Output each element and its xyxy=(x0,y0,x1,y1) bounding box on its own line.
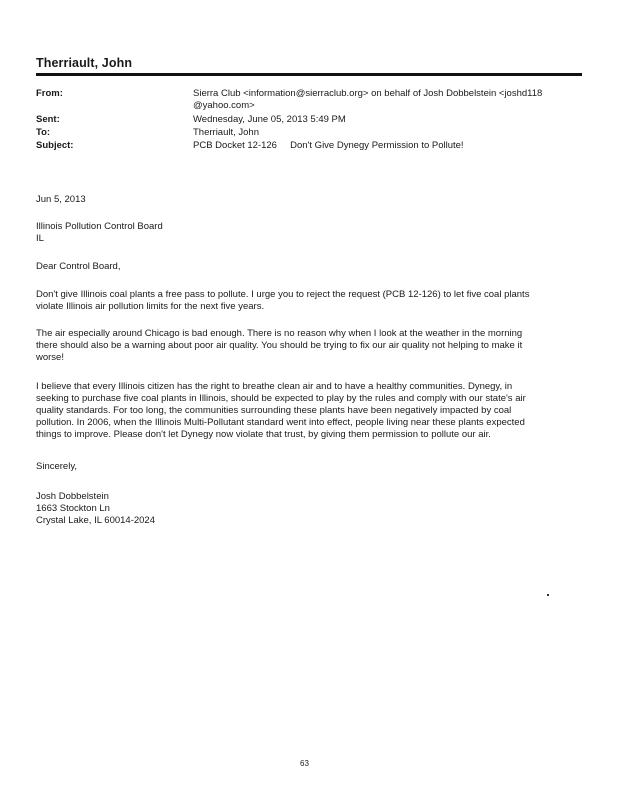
recipient-address xyxy=(36,221,574,245)
date-text: Jun 5, 2013 xyxy=(36,194,86,205)
subject-label: Subject: xyxy=(36,140,74,151)
paragraph-line: violate Illinois air pollution limits for the next five years. xyxy=(36,301,265,312)
to-label: To: xyxy=(36,127,51,138)
paragraph-line: quality standards. For too long, the communities surrounding these plants have been negatively impacted by coal xyxy=(36,405,512,416)
paragraph-1 xyxy=(36,289,574,313)
from-value-line-2: @yahoo.com> xyxy=(193,100,255,111)
paragraph-3 xyxy=(36,381,574,441)
paragraph-line: The air especially around Chicago is bad enough. There is no reason why when I look at the weather in the morning xyxy=(36,328,523,339)
scan-speck xyxy=(547,594,549,596)
sender-name: Therriault, John xyxy=(36,56,133,70)
from-value-line-1: Sierra Club <information@sierraclub.org> on behalf of Josh Dobbelstein <joshd118 xyxy=(193,88,543,99)
subject-value: PCB Docket 12-126 Don't Give Dynegy Permission to Pollute! xyxy=(193,140,464,151)
paragraph-line: seeking to purchase five coal plants in Illinois, should be expected to play by the rules and comply with our state's air xyxy=(36,393,526,404)
signature-city: Crystal Lake, IL 60014-2024 xyxy=(36,515,156,526)
closing-text: Sincerely, xyxy=(36,461,78,472)
date-line xyxy=(36,194,574,206)
sent-label: Sent: xyxy=(36,114,60,125)
paragraph-line: worse! xyxy=(36,352,64,363)
recipient-line: Illinois Pollution Control Board xyxy=(36,221,163,232)
paragraph-line: pollution. In 2006, when the Illinois Multi-Pollutant standard went into effect, people living near these plants expected xyxy=(36,417,525,428)
paragraph-line: there should also be a warning about poor air quality. You should be trying to fix our air quality not helping to make it xyxy=(36,340,523,351)
signature-street: 1663 Stockton Ln xyxy=(36,503,110,514)
sent-value: Wednesday, June 05, 2013 5:49 PM xyxy=(193,114,346,125)
signature-name: Josh Dobbelstein xyxy=(36,491,109,502)
page-number: 63 xyxy=(300,759,309,768)
from-label: From: xyxy=(36,88,63,99)
header-divider xyxy=(36,73,582,76)
to-value: Therriault, John xyxy=(193,127,260,138)
closing xyxy=(36,461,574,473)
salutation-text: Dear Control Board, xyxy=(36,261,121,272)
paragraph-line: Don't give Illinois coal plants a free pass to pollute. I urge you to reject the request (PCB 12-126) to let five coal plants xyxy=(36,289,530,300)
from-value xyxy=(193,88,573,112)
recipient-line: IL xyxy=(36,233,44,244)
paragraph-line: things to improve. Please don't let Dynegy now violate that trust, by giving them permission to pollute our air. xyxy=(36,429,491,440)
salutation xyxy=(36,261,574,273)
paragraph-line: I believe that every Illinois citizen has the right to breathe clean air and to have a healthy communities. Dynegy, in xyxy=(36,381,513,392)
signature-block xyxy=(36,491,574,527)
paragraph-2 xyxy=(36,328,574,364)
